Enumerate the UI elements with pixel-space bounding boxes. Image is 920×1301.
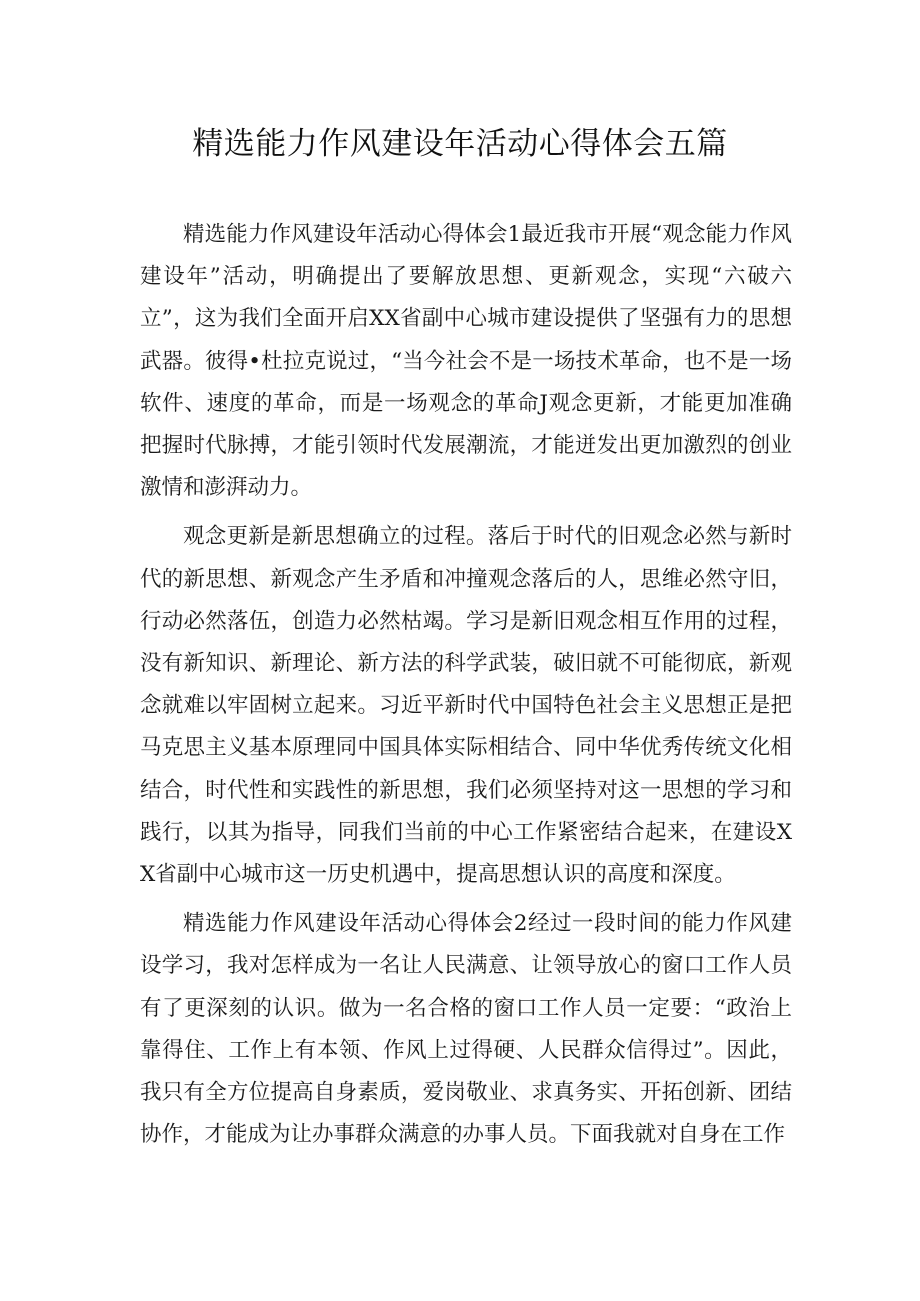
paragraph-1: 精选能力作风建设年活动心得体会1最近我市开展“观念能力作风建设年”活动，明确提出了要解放思想、更新观念，实现“六破六立”，这为我们全面开启XX省副中心城市建设提供了坚强有力的思想武器。彼得•杜拉克说过，“当今社会不是一场技术革命，也不是一场软件、速度的革命，而是一场观念的革命J观念更新，才能更加准确把握时代脉搏，才能引领时代发展潮流，才能迸发出更加激烈的创业激情和澎湃动力。: [140, 222, 792, 501]
document-title: 精选能力作风建设年活动心得体会五篇: [192, 126, 728, 162]
document-body: [140, 214, 792, 1163]
paragraph-3: 精选能力作风建设年活动心得体会2经过一段时间的能力作风建设学习，我对怎样成为一名让人民满意、让领导放心的窗口工作人员有了更深刻的认识。做为一名合格的窗口工作人员一定要：“政治上靠得住、工作上有本领、作风上过得硬、人民群众信得过”。因此，我只有全方位提高自身素质，爱岗敬业、求真务实、开拓创新、团结协作，才能成为让办事群众满意的办事人员。下面我就对自身在工作: [140, 911, 792, 1148]
paragraph-2: 观念更新是新思想确立的过程。落后于时代的旧观念必然与新时代的新思想、新观念产生矛盾和冲撞观念落后的人，思维必然守旧，行动必然落伍，创造力必然枯竭。学习是新旧观念相互作用的过程，没有新知识、新理论、新方法的科学武装，破旧就不可能彻底，新观念就难以牢固树立起来。习近平新时代中国特色社会主义思想正是把马克思主义基本原理同中国具体实际相结合、同中华优秀传统文化相结合，时代性和实践性的新思想，我们必须坚持对这一思想的学习和践行，以其为指导，同我们当前的中心工作紧密结合起来，在建设XX省副中心城市这一历史机遇中，提高思想认识的高度和深度。: [140, 524, 792, 888]
